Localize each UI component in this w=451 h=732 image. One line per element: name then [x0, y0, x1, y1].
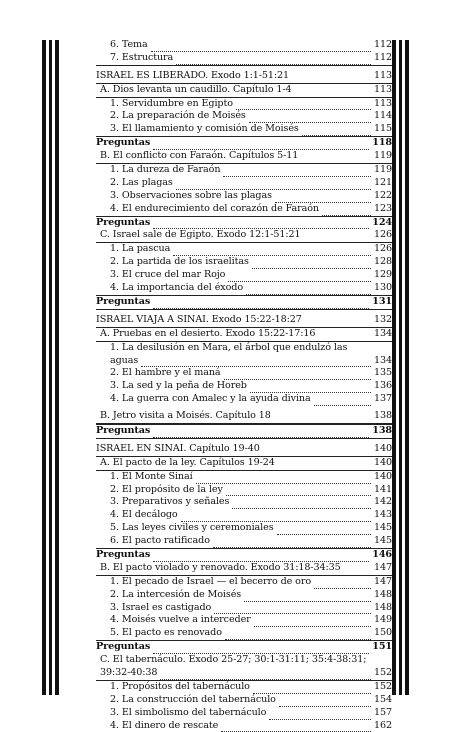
toc-entry-title: 1. Servidumbre en Egipto	[110, 97, 233, 109]
dot-leader	[221, 722, 371, 732]
toc-entry-title: 3. El llamamiento y comisión de Moisés	[110, 123, 299, 135]
toc-subentry[interactable]	[96, 614, 392, 627]
dot-leader	[274, 414, 371, 423]
toc-page-number: 136	[373, 380, 392, 392]
toc-entry-title: C. Israel sale de Egipto. Exodo 12:1-51:21	[100, 229, 301, 241]
toc-preguntas[interactable]	[96, 217, 392, 230]
toc-entry-title: 2. La intercesión de Moisés	[110, 588, 242, 600]
toc-page-number: 134	[373, 354, 392, 366]
toc-entry-title: B. El pacto violado y renovado. Exodo 31:18-34:35	[100, 561, 341, 573]
dot-leader	[275, 193, 371, 203]
toc-page-number: 143	[373, 509, 392, 521]
toc-page-number: 134	[373, 327, 392, 339]
toc-subentry[interactable]	[96, 380, 392, 393]
dot-leader	[153, 219, 369, 229]
toc-entry-title: A. Pruebas en el desierto. Exodo 15:22-17:16	[100, 327, 316, 339]
toc-entry-title: 3. Israel es castigado	[110, 601, 212, 613]
toc-page-number: 131	[372, 295, 392, 307]
toc-page-number: 114	[373, 110, 392, 122]
toc-subentry[interactable]	[96, 256, 392, 269]
toc-page-number: 113	[373, 69, 392, 81]
dot-leader	[263, 447, 371, 456]
dot-leader	[322, 206, 371, 216]
toc-subentry[interactable]	[96, 393, 392, 406]
toc-chapter[interactable]	[96, 410, 392, 423]
toc-subentry[interactable]	[96, 367, 392, 380]
toc-subentry[interactable]	[96, 342, 392, 368]
toc-page-number: 113	[373, 83, 392, 95]
dot-leader	[153, 428, 369, 438]
toc-subentry[interactable]	[96, 110, 392, 123]
dot-leader	[292, 74, 371, 83]
toc-page-number: 152	[373, 667, 392, 679]
dot-leader	[253, 684, 371, 694]
toc-entry-title: 3. El cruce del mar Rojo	[110, 269, 226, 281]
dot-leader	[252, 259, 371, 269]
dot-leader	[228, 272, 371, 282]
toc-entry-title: 1. El Monte Sinaí	[110, 470, 193, 482]
toc-page-number: 154	[373, 693, 392, 705]
toc-page-number: 152	[373, 680, 392, 692]
toc-page-number: 142	[373, 496, 392, 508]
toc-entry-title: 4. La guerra con Amalec y la ayuda divina	[110, 393, 311, 405]
toc-entry-title: Preguntas	[96, 548, 151, 560]
toc-entry-title: A. Dios levanta un caudillo. Capítulo 1-4	[100, 83, 292, 95]
toc-subentry[interactable]	[96, 496, 392, 509]
dot-leader	[254, 617, 371, 627]
toc-entry-title: 2. El propósito de la ley	[110, 483, 223, 495]
toc-entry-title: ISRAEL VIAJA A SINAI. Exodo 15:22-18:27	[96, 313, 302, 325]
toc-page-number: 146	[372, 548, 392, 560]
toc-page-number: 145	[373, 535, 392, 547]
toc-entry-title: Preguntas	[96, 137, 151, 149]
toc-subentry[interactable]	[96, 471, 392, 484]
dot-leader	[176, 55, 371, 65]
toc-entry-title: Preguntas	[96, 295, 151, 307]
toc-entry-title: Preguntas	[96, 216, 151, 228]
toc-page-number: 126	[373, 243, 392, 255]
toc-page-number: 119	[373, 164, 392, 175]
toc-page-number: 112	[373, 51, 392, 63]
toc-subentry[interactable]	[96, 484, 392, 497]
toc-page-number: 140	[373, 442, 392, 454]
toc-entry-title: 4. Moisés vuelve a interceder	[110, 614, 251, 626]
right-border-bar	[392, 40, 396, 695]
dot-leader	[301, 154, 371, 163]
dot-leader	[181, 512, 371, 522]
dot-leader	[151, 42, 371, 52]
toc-page-number: 119	[373, 150, 392, 162]
toc-entry-title: 2. Las plagas	[110, 176, 173, 188]
dot-leader	[244, 592, 371, 602]
left-border-bar	[55, 40, 59, 695]
dot-leader	[214, 604, 371, 614]
toc-section[interactable]	[96, 314, 392, 327]
toc-page-number: 140	[373, 470, 392, 482]
dot-leader	[314, 396, 371, 406]
toc-page-number: 130	[373, 282, 392, 294]
toc-page-number: 118	[372, 137, 392, 149]
toc-subentry[interactable]	[96, 164, 392, 177]
toc-section[interactable]	[96, 443, 392, 456]
toc-page-number: 121	[373, 176, 392, 188]
toc-preguntas[interactable]	[96, 137, 392, 150]
toc-entry-title: 1. La desilusión en Mara, el árbol que endulzó las	[110, 341, 348, 353]
toc-subentry[interactable]	[96, 39, 392, 52]
toc-page-number: 162	[373, 719, 392, 731]
toc-subentry[interactable]	[96, 576, 392, 589]
toc-page-number: 135	[373, 367, 392, 379]
dot-leader	[141, 357, 371, 367]
toc-chapter[interactable]	[96, 457, 392, 470]
toc-entry-title: 1. La dureza de Faraón	[110, 164, 221, 175]
dot-leader	[213, 538, 371, 548]
toc-page-number: 149	[373, 614, 392, 626]
dot-leader	[236, 100, 371, 110]
dot-leader	[278, 461, 371, 470]
toc-entry-title: 2. La preparación de Moisés	[110, 110, 246, 122]
dot-leader	[277, 525, 371, 535]
dot-leader	[196, 474, 371, 484]
divider	[96, 65, 392, 66]
toc-page-number: 129	[373, 269, 392, 281]
dot-leader	[304, 233, 371, 242]
toc-entry-title: 3. El simbolismo del tabernáculo	[110, 706, 267, 718]
toc-chapter[interactable]	[96, 654, 392, 680]
toc-page-number: 137	[373, 393, 392, 405]
table-of-contents	[96, 39, 392, 732]
toc-entry-title: 6. Tema	[110, 38, 148, 50]
dot-leader	[153, 140, 369, 150]
toc-entry-title-cont: 39:32-40:38	[100, 667, 158, 679]
toc-subentry[interactable]	[96, 177, 392, 190]
toc-page-number: 122	[373, 189, 392, 201]
dot-leader	[249, 113, 371, 123]
dot-leader	[223, 167, 371, 177]
dot-leader	[295, 88, 371, 97]
toc-page-number: 141	[373, 483, 392, 495]
toc-preguntas[interactable]	[96, 425, 392, 438]
toc-page-number: 140	[373, 456, 392, 468]
divider	[96, 309, 392, 310]
toc-entry-title: B. El conflicto con Faraón. Capítulos 5-11	[100, 150, 299, 162]
toc-subentry[interactable]	[96, 522, 392, 535]
toc-subentry[interactable]	[96, 269, 392, 282]
dot-leader	[344, 566, 371, 575]
right-border-bar	[405, 40, 409, 695]
toc-page-number: 132	[373, 313, 392, 325]
dot-leader	[269, 710, 371, 720]
toc-page-number: 115	[373, 123, 392, 135]
toc-entry-title: 4. La importancia del éxodo	[110, 282, 243, 294]
toc-section[interactable]	[96, 70, 392, 83]
toc-entry-title: 2. El hambre y el maná	[110, 367, 221, 379]
dot-leader	[173, 246, 371, 256]
dot-leader	[302, 126, 371, 136]
toc-entry-title: 3. Observaciones sobre las plagas	[110, 189, 272, 201]
toc-entry-title: ISRAEL EN SINAI. Capítulo 19-40	[96, 442, 260, 454]
toc-page-number: 145	[373, 522, 392, 534]
toc-entry-title: 1. Propósitos del tabernáculo	[110, 680, 250, 692]
toc-page-number: 128	[373, 256, 392, 268]
toc-subentry[interactable]	[96, 694, 392, 707]
toc-preguntas[interactable]	[96, 296, 392, 309]
toc-entry-title: 5. El pacto es renovado	[110, 627, 222, 639]
toc-chapter[interactable]	[96, 84, 392, 97]
toc-page-number: 148	[373, 588, 392, 600]
toc-chapter[interactable]	[96, 150, 392, 163]
toc-entry-title: ISRAEL ES LIBERADO. Exodo 1:1-51:21	[96, 69, 290, 81]
toc-subentry[interactable]	[96, 190, 392, 203]
toc-entry-title: 2. La construcción del tabernáculo	[110, 693, 276, 705]
toc-page-number: 138	[372, 424, 392, 436]
dot-leader	[176, 180, 371, 190]
toc-subentry[interactable]	[96, 681, 392, 694]
toc-subentry[interactable]	[96, 509, 392, 522]
toc-subentry[interactable]	[96, 98, 392, 111]
toc-chapter[interactable]	[96, 229, 392, 242]
dot-leader	[246, 285, 371, 295]
dot-leader	[153, 644, 369, 654]
dot-leader	[250, 383, 371, 393]
toc-subentry[interactable]	[96, 720, 392, 732]
toc-subentry[interactable]	[96, 589, 392, 602]
toc-entry-title: A. El pacto de la ley. Capítulos 19-24	[100, 456, 275, 468]
dot-leader	[225, 630, 371, 640]
toc-page-number: 138	[373, 410, 392, 422]
toc-subentry[interactable]	[96, 243, 392, 256]
toc-entry-title: 5. Las leyes civiles y ceremoniales	[110, 522, 274, 534]
toc-subentry[interactable]	[96, 52, 392, 65]
dot-leader	[318, 332, 371, 341]
toc-preguntas[interactable]	[96, 641, 392, 654]
toc-subentry[interactable]	[96, 123, 392, 136]
toc-subentry[interactable]	[96, 282, 392, 295]
toc-page-number: 147	[373, 575, 392, 587]
divider	[96, 438, 392, 439]
toc-entry-title: Preguntas	[96, 641, 151, 653]
toc-page-number: 112	[373, 38, 392, 50]
toc-page-number: 148	[373, 601, 392, 613]
dot-leader	[232, 499, 371, 509]
toc-subentry[interactable]	[96, 707, 392, 720]
toc-page-number: 157	[373, 706, 392, 718]
toc-preguntas[interactable]	[96, 549, 392, 562]
toc-subentry[interactable]	[96, 602, 392, 615]
toc-page-number: 150	[373, 627, 392, 639]
toc-entry-title: 7. Estructura	[110, 51, 174, 63]
left-border-bar	[49, 40, 52, 695]
dot-leader	[279, 697, 371, 707]
toc-subentry[interactable]	[96, 627, 392, 640]
toc-page-number: 124	[372, 216, 392, 228]
toc-page-number: 113	[373, 97, 392, 109]
toc-entry-title-cont: aguas	[110, 354, 139, 366]
toc-subentry[interactable]	[96, 203, 392, 216]
toc-entry-title: 3. Preparativos y señales	[110, 496, 230, 508]
toc-chapter[interactable]	[96, 562, 392, 575]
toc-entry-title: 3. La sed y la peña de Horeb	[110, 380, 247, 392]
toc-page-number: 123	[373, 202, 392, 214]
toc-entry-title: 4. El decálogo	[110, 509, 178, 521]
toc-entry-title: Preguntas	[96, 424, 151, 436]
dot-leader	[160, 670, 371, 680]
toc-entry-title: 6. El pacto ratificado	[110, 535, 210, 547]
toc-page-number: 151	[372, 641, 392, 653]
dot-leader	[153, 552, 369, 562]
toc-entry-title: 4. El endurecimiento del corazón de Faraón	[110, 202, 320, 214]
toc-entry-title: 2. La partida de los israelitas	[110, 256, 249, 268]
toc-entry-title: 4. El dinero de rescate	[110, 719, 219, 731]
dot-leader	[153, 299, 369, 309]
toc-page-number: 147	[373, 561, 392, 573]
toc-entry-title: 1. El pecado de Israel — el becerro de oro	[110, 575, 311, 587]
toc-page-number: 126	[373, 229, 392, 241]
toc-entry-title: 1. La pascua	[110, 243, 171, 255]
right-border-bar	[399, 40, 402, 695]
left-border-bar	[42, 40, 46, 695]
dot-leader	[224, 370, 371, 380]
toc-entry-title: B. Jetro visita a Moisés. Capítulo 18	[100, 410, 271, 422]
dot-leader	[305, 318, 371, 327]
dot-leader	[314, 579, 371, 589]
toc-entry-title: C. El tabernáculo. Exodo 25-27; 30:1-31:11; 35:4-38:31;	[100, 654, 367, 666]
toc-chapter[interactable]	[96, 328, 392, 341]
toc-subentry[interactable]	[96, 535, 392, 548]
dot-leader	[226, 486, 371, 496]
